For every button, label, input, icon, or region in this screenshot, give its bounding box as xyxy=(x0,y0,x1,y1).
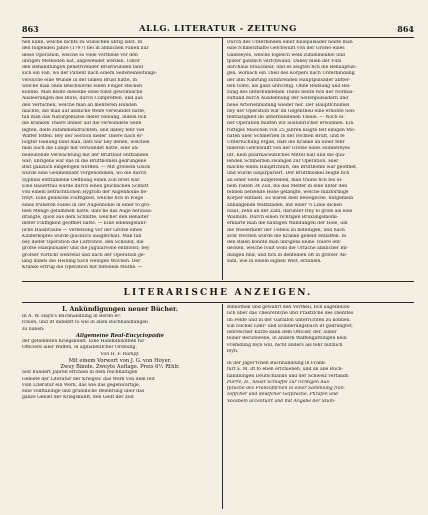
text-line: fah man das Naturgemäfse diefer Heilung, indem fich xyxy=(22,115,147,120)
text-line: zahl, wie in einem eignen Welt, erzählen. xyxy=(227,258,322,264)
text-line: inneren Gefchwulft von der Gröfse eines Hühnereyes xyxy=(227,146,350,152)
text-line: Kranke ertrug die Operation mit feltenem Muthe. — xyxy=(22,265,143,270)
text-line: die Wiederkehr der Uebels zu befeitigen, und nach xyxy=(227,227,345,233)
announcement-line: ganze Gebiet der Kriegskunft, den Geift der Zeit xyxy=(22,395,134,401)
announcement-line: feiner Berufswelle, in andern Waffengattungen kein xyxy=(227,336,347,342)
text-line: decken, welche foult wohl die Urfache ähnlicher Bil- xyxy=(227,246,349,252)
text-line: durchaus brauchbar, und es zeigten fich die Behauptun- xyxy=(227,65,357,70)
text-line: drängte, quoll aus dem Schnitte, welcher den Behälter xyxy=(22,215,149,220)
announcement-line: Vocabeln accentuirt und mit Angabe der Stum- xyxy=(227,398,336,404)
announcement-line: Fremdling feyn will, nicht anders als fehr nützlich xyxy=(227,342,343,348)
text-line: Wallnufs. Durch einen richtigen Bruxungsmomi- xyxy=(227,215,339,220)
text-line: fsen Menge gefammelt hatte, dafs fie das Auge herausa- xyxy=(22,208,153,214)
text-line: übrigen Methoden hat, angewendet werden. Unter xyxy=(22,58,140,64)
text-line: freyt. Eine gelbliche Flüffigkeit, welche fich in Folge xyxy=(22,196,144,202)
announcement-line: vom Literatur ein Werk, das wie das gegenwärtige, xyxy=(22,382,141,388)
text-line: fpäter gänzlich verfchwand. Dabey blieb der Fufs xyxy=(227,58,342,64)
text-line: gen, womach ein Theil des Körpers nach Unterbindung xyxy=(227,71,355,77)
text-line: Körper enthielt. Es waren dieß bewegliche, mitgemein xyxy=(227,196,354,202)
text-line: Haut, zehn an der Zahl, darunter frey fo grofs als eine xyxy=(227,208,353,214)
text-line: dungen find, und fich in denfelben oft in grofser An- xyxy=(227,252,348,258)
text-line: von einem beträchtlichen Hygrom der Augenhöhle be- xyxy=(22,190,148,195)
column-divider-top xyxy=(222,38,223,280)
announcement-line: In A. W. Hayn's Buchhandlung in Berlin er- xyxy=(22,314,121,319)
text-line: zung des unterbundenen Theils heilte fich der Normal- xyxy=(227,90,354,95)
page-number-left: 863 xyxy=(22,24,39,34)
text-line: man auch die Lunge mit verwundet hatte, eine un- xyxy=(22,146,139,152)
text-line: anhangende Waffafaden, mit einer ½ Linie dicken xyxy=(227,202,343,208)
announcement-line: feyn. xyxy=(227,348,239,354)
text-line: Durch des Unterbinden einer Kniepulsader heilte man xyxy=(227,40,353,45)
text-line: eine fchmerzhafte Gefchwulft von der Gröfse eines xyxy=(227,46,345,52)
announcement-line: fchien, und ift dafelbft fo wie in allen Buchhandlungen xyxy=(22,320,148,326)
text-line: konnte. Man heilte dieselbe ohne fonst gewöhnliche xyxy=(22,90,143,95)
text-line: diefer Flüffigkeit geöffnet hatte. — Eine lebensgefähr- xyxy=(22,221,148,227)
announcement-line: im Felde und in der Garnifon unterrichten zu können. xyxy=(227,317,351,323)
text-line: bey diefer Operation die Luftröhre, den Schlund, die xyxy=(22,240,144,245)
text-line: eines früheren Falles in der Augenhöhle in einer fo gro- xyxy=(22,202,151,208)
text-line: Syphilis entftandene Oeffnung einen Zoll breit war. xyxy=(22,177,141,183)
announcement-line: handlungen Deutschlands und der Schweiz verfandt: xyxy=(227,373,350,379)
announcement-line: eine vollftändige und gründliche Belehrung über das xyxy=(22,389,145,394)
text-line: zuftand durch Ausdehnung der Seitenpulsadern und xyxy=(227,96,349,102)
section-rule-top xyxy=(22,281,414,282)
announcement-text xyxy=(22,314,218,402)
page-header xyxy=(22,22,414,36)
announcement-line: Bibliothek und gewährt den Vortheil, fich augenblick- xyxy=(227,305,351,310)
right-column xyxy=(227,40,415,276)
text-line: ben follte, als ganz unrichtig. Ohne Reifsung und Rei- xyxy=(227,83,351,89)
announcement-line: Ein folches Lehr- und Erinnerungsbuch ift gedrängter, xyxy=(227,323,353,329)
text-line: liche Halsbräune — Verletzung vor der Gröfse eines xyxy=(22,227,143,233)
text-line: den folgenden Jahre (1797) fiel in ähnlichen Fällen nur xyxy=(22,46,149,52)
text-line: bedeutende Verwachfung mit der Bruftfaut entftanden xyxy=(22,152,149,158)
text-line: lang indefs die Heilung nach wenigen Wochen. Der xyxy=(22,258,141,264)
text-line: war; übrigens war das in die Bruftböhlen gedrungene xyxy=(22,158,147,164)
text-line: Gänfeeyes, welche fogleich welk zufammenfiel und xyxy=(227,52,345,58)
announcement-line: Officiere aller Waffen, in alphabetifcher Ordnung. xyxy=(22,345,137,351)
announcement-line: Allgemeine Real-Encyclopädie xyxy=(75,332,164,339)
section-rule-bottom xyxy=(22,302,414,303)
text-line: Kinderkopfes wurde glücklich ausgefchält. Man fah xyxy=(22,233,142,239)
announcement-line: zu haben: xyxy=(22,326,45,332)
announcement-line: Zwey Bände. Zweyte Auflage. Preis 6½ Rthlr. xyxy=(60,364,180,370)
announcement-line: Pierre, H., neuer Schlüffel zur richtigen Aus- xyxy=(227,379,331,385)
text-line: den Verfuchen, welche man an mehreren Hunden xyxy=(22,102,137,108)
announcement-line: lich über das Theoretifche und Praktifche des Dienftes xyxy=(227,311,354,317)
text-line: naten über Schmerzen in der rechten Bruft, und fe xyxy=(227,133,345,139)
page-number-right: 864 xyxy=(397,24,414,34)
text-line: die kranken Thiere immer auf die verwundete Seite xyxy=(22,121,142,127)
lower-right-column xyxy=(227,305,415,505)
text-line: Blut gänzlich eingefogen worden. — Mit grofsem Glück xyxy=(22,165,151,170)
text-line: erklärte man die häutigen Wandungen der Höle, um xyxy=(227,221,348,227)
announcement-line: der gefammten Kriegskunft. Eine Handbibliothek für xyxy=(22,339,145,344)
text-line: lenden Schmerzen zwangen zur Operation. Hier xyxy=(227,158,339,164)
text-line: Unterfuchung ergab, dafs die Kranke an einer fehr xyxy=(227,140,345,145)
text-line: welche man ohne Beschwerde einen Finger stecken xyxy=(22,83,143,89)
announcements-heading: I. Ankündigungen neuer Bücher. xyxy=(62,306,178,313)
text-line: der ihm Nahrung zuführenden Hauptpulsader abfter- xyxy=(227,77,351,83)
journal-title: ALLG. LITERATUR - ZEITUNG xyxy=(138,24,298,34)
text-line: den Behandlungen penetrirender Brustwunden fand xyxy=(22,65,144,70)
announcement-line: Mit einem Vorwort von J. G. von Hoyer. xyxy=(68,357,172,364)
announcement-line: fprache des Franzöfifchen in einer Sammlung fran- xyxy=(227,386,346,391)
text-line: acht Wochen wurde die Kranke geheilt entlaffen. In xyxy=(227,233,347,239)
second-announcement xyxy=(227,361,415,405)
text-line: an einer Seite aufgerieben, man traute fich bei ei- xyxy=(227,177,343,183)
text-line: machte einen Hauptfchnitt, die Bruftböhle war geöffnet, xyxy=(227,165,358,170)
text-line: versuche eine Wunde in der linken Brust hatte, in xyxy=(22,77,137,83)
announcement-line: Gebiete der Literatur der Kriegsw. das Werk von dem feit xyxy=(22,376,155,382)
text-line: den Bälen konnte man übrigens keine Thiere ent- xyxy=(227,240,342,245)
text-line: nem Falten 34 Zoll, bis das Meffer in eine unter den xyxy=(227,183,348,189)
text-line: Eine Bauerfrau wurde durch einen glücklichen Schnitt xyxy=(22,183,149,189)
text-line: legten, diefe zufammendrückten, und dabey fehr viel xyxy=(22,127,145,133)
announcement-line: In der Jäger'fchen Buchhandlung in Frank- xyxy=(227,361,327,366)
announcement-line: zöfifcher und deutfcher Gefpräche, Phrafen und xyxy=(227,392,338,398)
left-column xyxy=(22,40,218,276)
column-divider-bottom xyxy=(222,304,223,509)
text-line: und wurde luxpirpariert. Der Bruftmuskel zeigte fich xyxy=(227,171,350,177)
section-title: LITERARISCHE ANZEIGEN. xyxy=(123,288,313,298)
text-line: folgter Heilung fand man, dafs nur bey denen, welchen xyxy=(22,140,150,145)
lower-left-column xyxy=(22,305,218,505)
text-line: bey der Operation war im Gegentheil eine erhöhte Sen- xyxy=(227,108,356,114)
text-line: Waffer foffen. Bey der Section diefer Thiere nach er- xyxy=(22,133,144,139)
announcement-line: furt a. M. ift fo eben erfchienen, und an alle Buch- xyxy=(227,367,344,373)
text-line: hen kann, welche nichts zu wünschen übrig läfst. In xyxy=(22,40,143,45)
text-line: Ausleerungen des Bluts, durch Compreffen, und aus xyxy=(22,96,143,102)
text-line: rüftiges Mädchen von 25 Jahren klagte feit einigen Mo- xyxy=(227,127,356,133)
text-line: sich ein Fall, wo der Patient nach einem Selbsteinleitungs- xyxy=(22,71,158,77)
text-line: grofser Vorficht wehrend und nach der Operation ge- xyxy=(22,252,146,258)
text-line: neue Arterienbildung wieder her. Der Hauptfchlufsel xyxy=(227,102,350,108)
announcement-line: lehrreicher Kürze kann dem Officier, der, außer xyxy=(227,330,337,335)
announcement-line: Seit hundert Jahren erfchien in dem reichhaltigen xyxy=(22,370,138,376)
text-line: wurde eine Geumennaht vorgenommen, wo die durch xyxy=(22,171,147,177)
header-rule xyxy=(22,37,414,38)
text-line: machte, die man auf ähnliche Weife verwundet hatte, xyxy=(22,108,146,114)
text-line: ner Operation müffen wir ausführlicher erwähnen. Ein xyxy=(227,121,354,127)
text-line: fehnen liefsende Höhe gelangte, welche milzförmige xyxy=(227,190,349,195)
text-line: grofse Halspulsader und die Jugularvene entblöfst; bey xyxy=(22,246,150,252)
announcement-line: Von H. F. Rumpf. xyxy=(100,351,140,357)
text-line: fenthätigkeit im unterbundenen Theile. — Noch ei- xyxy=(227,115,345,120)
text-line: litt. Kein pharmaceutifches Mittel half und die quä- xyxy=(227,152,346,158)
text-line: diese Operation, welche so viele Vortheile vor den xyxy=(22,52,138,58)
announcement-continuation xyxy=(227,305,415,355)
